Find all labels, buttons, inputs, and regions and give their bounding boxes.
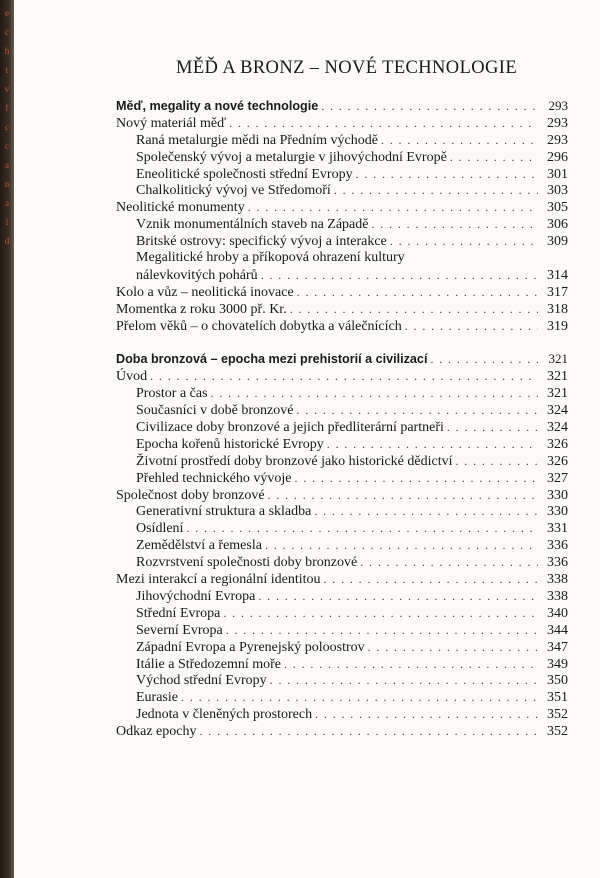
spine-glyph: n [4,179,10,189]
leader-dots [314,503,538,520]
page-number: 327 [547,470,568,486]
leader-dots [211,385,538,402]
leader-dots [181,689,538,706]
leader-dots [265,537,538,554]
leader-dots [268,487,538,504]
entry-title: Zemědělství a řemesla [136,538,262,554]
toc-entry [116,453,568,470]
entry-title: Chalkolitický vývoj ve Středomoří [136,183,331,199]
page-number: 321 [547,369,568,385]
toc-entry [116,318,568,335]
page-number: 324 [547,403,568,419]
page-number: 293 [547,132,568,148]
toc-entry [116,436,568,453]
entry-title: Současníci v době bronzové [136,403,294,419]
leader-dots [290,301,538,318]
leader-dots [258,588,538,605]
leader-dots [223,605,538,622]
leader-dots [226,622,538,639]
toc-entry [116,622,568,639]
entry-title: Prostor a čas [136,386,208,402]
page-number: 330 [547,487,568,503]
entry-title: Rozvrstvení společnosti doby bronzové [136,555,358,571]
page-number: 338 [547,572,568,588]
entry-title: Eneolitické společnosti střední Evropy [136,166,353,182]
table-of-contents [116,98,568,740]
leader-dots [229,115,538,132]
entry-title: Neolitické monumenty [116,200,245,216]
page-number: 336 [547,555,568,571]
section-heading-row [116,351,568,368]
entry-title: Mezi interakcí a regionální identitou [116,572,321,588]
toc-entry [116,149,568,166]
entry-title: Eurasie [136,690,178,706]
book-spine-edge [0,0,14,878]
entry-title: Osídlení [136,521,184,537]
entry-title: Jihovýchodní Evropa [136,588,256,604]
toc-entry [116,537,568,554]
page-number: 352 [547,707,568,723]
toc-entry [116,588,568,605]
toc-entry [116,182,568,199]
leader-dots [315,706,538,723]
section-heading-row [116,98,568,115]
leader-dots [150,368,538,385]
spine-glyph: l [5,217,9,227]
leader-dots [297,284,538,301]
spine-glyph: c [5,141,9,151]
leader-dots [356,166,538,183]
spine-bleed-text [1,4,13,251]
leader-dots [284,656,538,673]
spine-glyph: c [5,27,9,37]
entry-title: Společnost doby bronzové [116,487,265,503]
page-number: 344 [547,622,568,638]
toc-entry [116,554,568,571]
page-number: 324 [547,420,568,436]
leader-dots [334,182,538,199]
entry-title: Společenský vývoj a metalurgie v jihovýchodní Evropě [136,149,447,165]
entry-title: nálevkovitých pohárů [136,267,258,283]
toc-entry [116,115,568,132]
entry-title: Epocha kořenů historické Evropy [136,436,324,452]
entry-title-line: Megalitické hroby a příkopová ohrazení kultury [136,250,405,266]
leader-dots [371,216,538,233]
leader-dots [447,419,538,436]
entry-title: Životní prostředí doby bronzové jako historické dědictví [136,453,453,469]
entry-title: Jednota v členěných prostorech [136,707,313,723]
toc-entry [116,706,568,723]
entry-title: Kolo a vůz – neolitická inovace [116,284,294,300]
page-number: 326 [547,436,568,452]
entry-title: Nový materiál měď [116,115,227,131]
toc-entry [116,419,568,436]
page-number: 306 [547,217,568,233]
page-number: 326 [547,453,568,469]
page-number: 296 [547,149,568,165]
toc-entry [116,605,568,622]
leader-dots [405,318,538,335]
toc-entry [116,216,568,233]
leader-dots [327,436,538,453]
entry-title: Generativní struktura a skladba [136,504,312,520]
leader-dots [270,672,538,689]
leader-dots [296,402,538,419]
toc-entry [116,199,568,216]
leader-dots [261,267,538,284]
toc-entry [116,385,568,402]
toc-entry [116,267,568,284]
spine-glyph: e [5,8,9,18]
leader-dots [360,554,538,571]
entry-title: Přelom věků – o chovatelích dobytka a válečnících [116,318,402,334]
page-number: 317 [547,284,568,300]
page-heading: MĚĎ A BRONZ – NOVÉ TECHNOLOGIE [176,58,518,78]
entry-title: Severní Evropa [136,622,223,638]
entry-title: Momentka z roku 3000 př. Kr. [116,301,287,317]
page-number: 350 [547,673,568,689]
page-number: 338 [547,588,568,604]
page-number: 336 [547,538,568,554]
entry-title: Západní Evropa a Pyrenejský poloostrov [136,639,365,655]
entry-title: Civilizace doby bronzové a jejich předliterární partneři [136,420,444,436]
page-number: 318 [547,301,568,317]
page-number: 293 [547,115,568,131]
page-number: 321 [547,386,568,402]
leader-dots [381,132,538,149]
entry-title: Vznik monumentálních staveb na Západě [136,217,369,233]
toc-entry [116,487,568,504]
page-number: 305 [547,200,568,216]
page-number: 321 [548,351,568,367]
entry-title: Úvod [116,369,148,385]
toc-entry [116,723,568,740]
entry-title: Střední Evropa [136,605,221,621]
entry-title: Přehled technického vývoje [136,470,292,486]
leader-dots [199,723,538,740]
toc-entry [116,284,568,301]
toc-entry [116,571,568,588]
toc-entry [116,166,568,183]
leader-dots [186,520,538,537]
page-number: 347 [547,639,568,655]
toc-entry [116,301,568,318]
leader-dots [455,453,538,470]
spine-glyph: ř [5,103,9,113]
toc-entry [116,503,568,520]
leader-dots [321,98,538,115]
spine-glyph: t [5,65,9,75]
entry-title: Raná metalurgie mědi na Předním východě [136,132,378,148]
entry-title: Britské ostrovy: specifický vývoj a interakce [136,234,387,250]
leader-dots [323,571,538,588]
page-number: 303 [547,183,568,199]
page-number: 340 [547,605,568,621]
page-number: 301 [547,166,568,182]
page-number: 331 [547,521,568,537]
spine-glyph: a [5,198,9,208]
page-number: 330 [547,504,568,520]
entry-title: Itálie a Středozemní moře [136,656,281,672]
entry-title: Doba bronzová – epocha mezi prehistorií a civilizací [116,352,428,367]
toc-entry [116,368,568,385]
page-number: 319 [547,318,568,334]
page-number: 349 [547,656,568,672]
entry-title: Měď, megality a nové technologie [116,99,319,113]
toc-entry [116,132,568,149]
entry-title: Odkaz epochy [116,724,197,740]
spine-glyph: h [4,46,10,56]
leader-dots [390,233,538,250]
leader-dots [430,351,538,368]
leader-dots [295,470,538,487]
entry-title: Východ střední Evropy [136,673,267,689]
leader-dots [450,149,538,166]
page-number: 314 [547,267,568,283]
toc-entry [116,672,568,689]
toc-entry [116,233,568,250]
toc-entry [116,470,568,487]
spine-glyph: v [4,84,10,94]
page-number: 351 [547,690,568,706]
spine-glyph: a [5,160,9,170]
toc-entry [116,689,568,706]
leader-dots [248,199,538,216]
page-number: 352 [547,724,568,740]
page-number: 293 [548,98,568,113]
toc-entry [116,520,568,537]
toc-entry [116,656,568,673]
section-gap [116,334,568,351]
spine-glyph: c [5,122,9,132]
leader-dots [368,639,538,656]
spine-glyph: d [4,236,10,246]
toc-entry [116,402,568,419]
toc-entry [116,639,568,656]
page-number: 309 [547,234,568,250]
